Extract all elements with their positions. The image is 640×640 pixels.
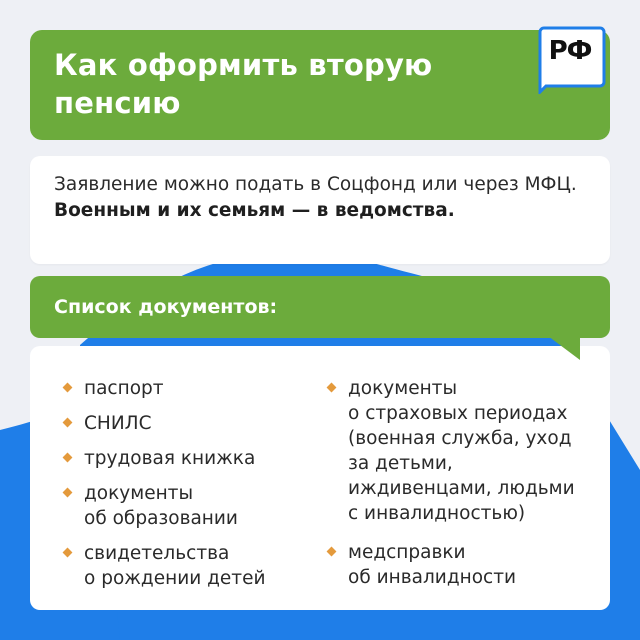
list-item: медсправки об инвалидности: [328, 540, 598, 590]
list-item: паспорт: [64, 376, 314, 401]
intro-bold: Военным и их семьям — в ведомства.: [54, 199, 455, 221]
page-title: Как оформить вторую пенсию: [54, 48, 433, 120]
list-item: трудовая книжка: [64, 446, 314, 471]
list-header-text: Список документов:: [54, 296, 278, 318]
documents-card: [30, 346, 610, 610]
list-header-tail: [540, 330, 580, 364]
diamond-bullet-icon: [63, 548, 73, 558]
list-header: [30, 276, 610, 338]
logo: [538, 24, 606, 94]
list-item: документы о страховых периодах (военная служба, уход за детьми, иждивенцами, людьми с инвалидностью): [328, 376, 598, 526]
diamond-bullet-icon: [327, 383, 337, 393]
list-item: документы об образовании: [64, 481, 314, 531]
intro-regular: Заявление можно подать в Соцфонд или через МФЦ.: [54, 174, 577, 195]
documents-right-column: [328, 376, 598, 604]
list-item: свидетельства о рождении детей: [64, 541, 314, 591]
intro-card: [30, 156, 610, 264]
list-item: СНИЛС: [64, 411, 314, 436]
documents-left-column: [64, 376, 314, 601]
intro-text: [54, 172, 586, 223]
diamond-bullet-icon: [63, 383, 73, 393]
diamond-bullet-icon: [63, 418, 73, 428]
diamond-bullet-icon: [63, 453, 73, 463]
diamond-bullet-icon: [327, 547, 337, 557]
diamond-bullet-icon: [63, 488, 73, 498]
title-card: [30, 30, 610, 140]
logo-text: РФ: [548, 36, 592, 66]
